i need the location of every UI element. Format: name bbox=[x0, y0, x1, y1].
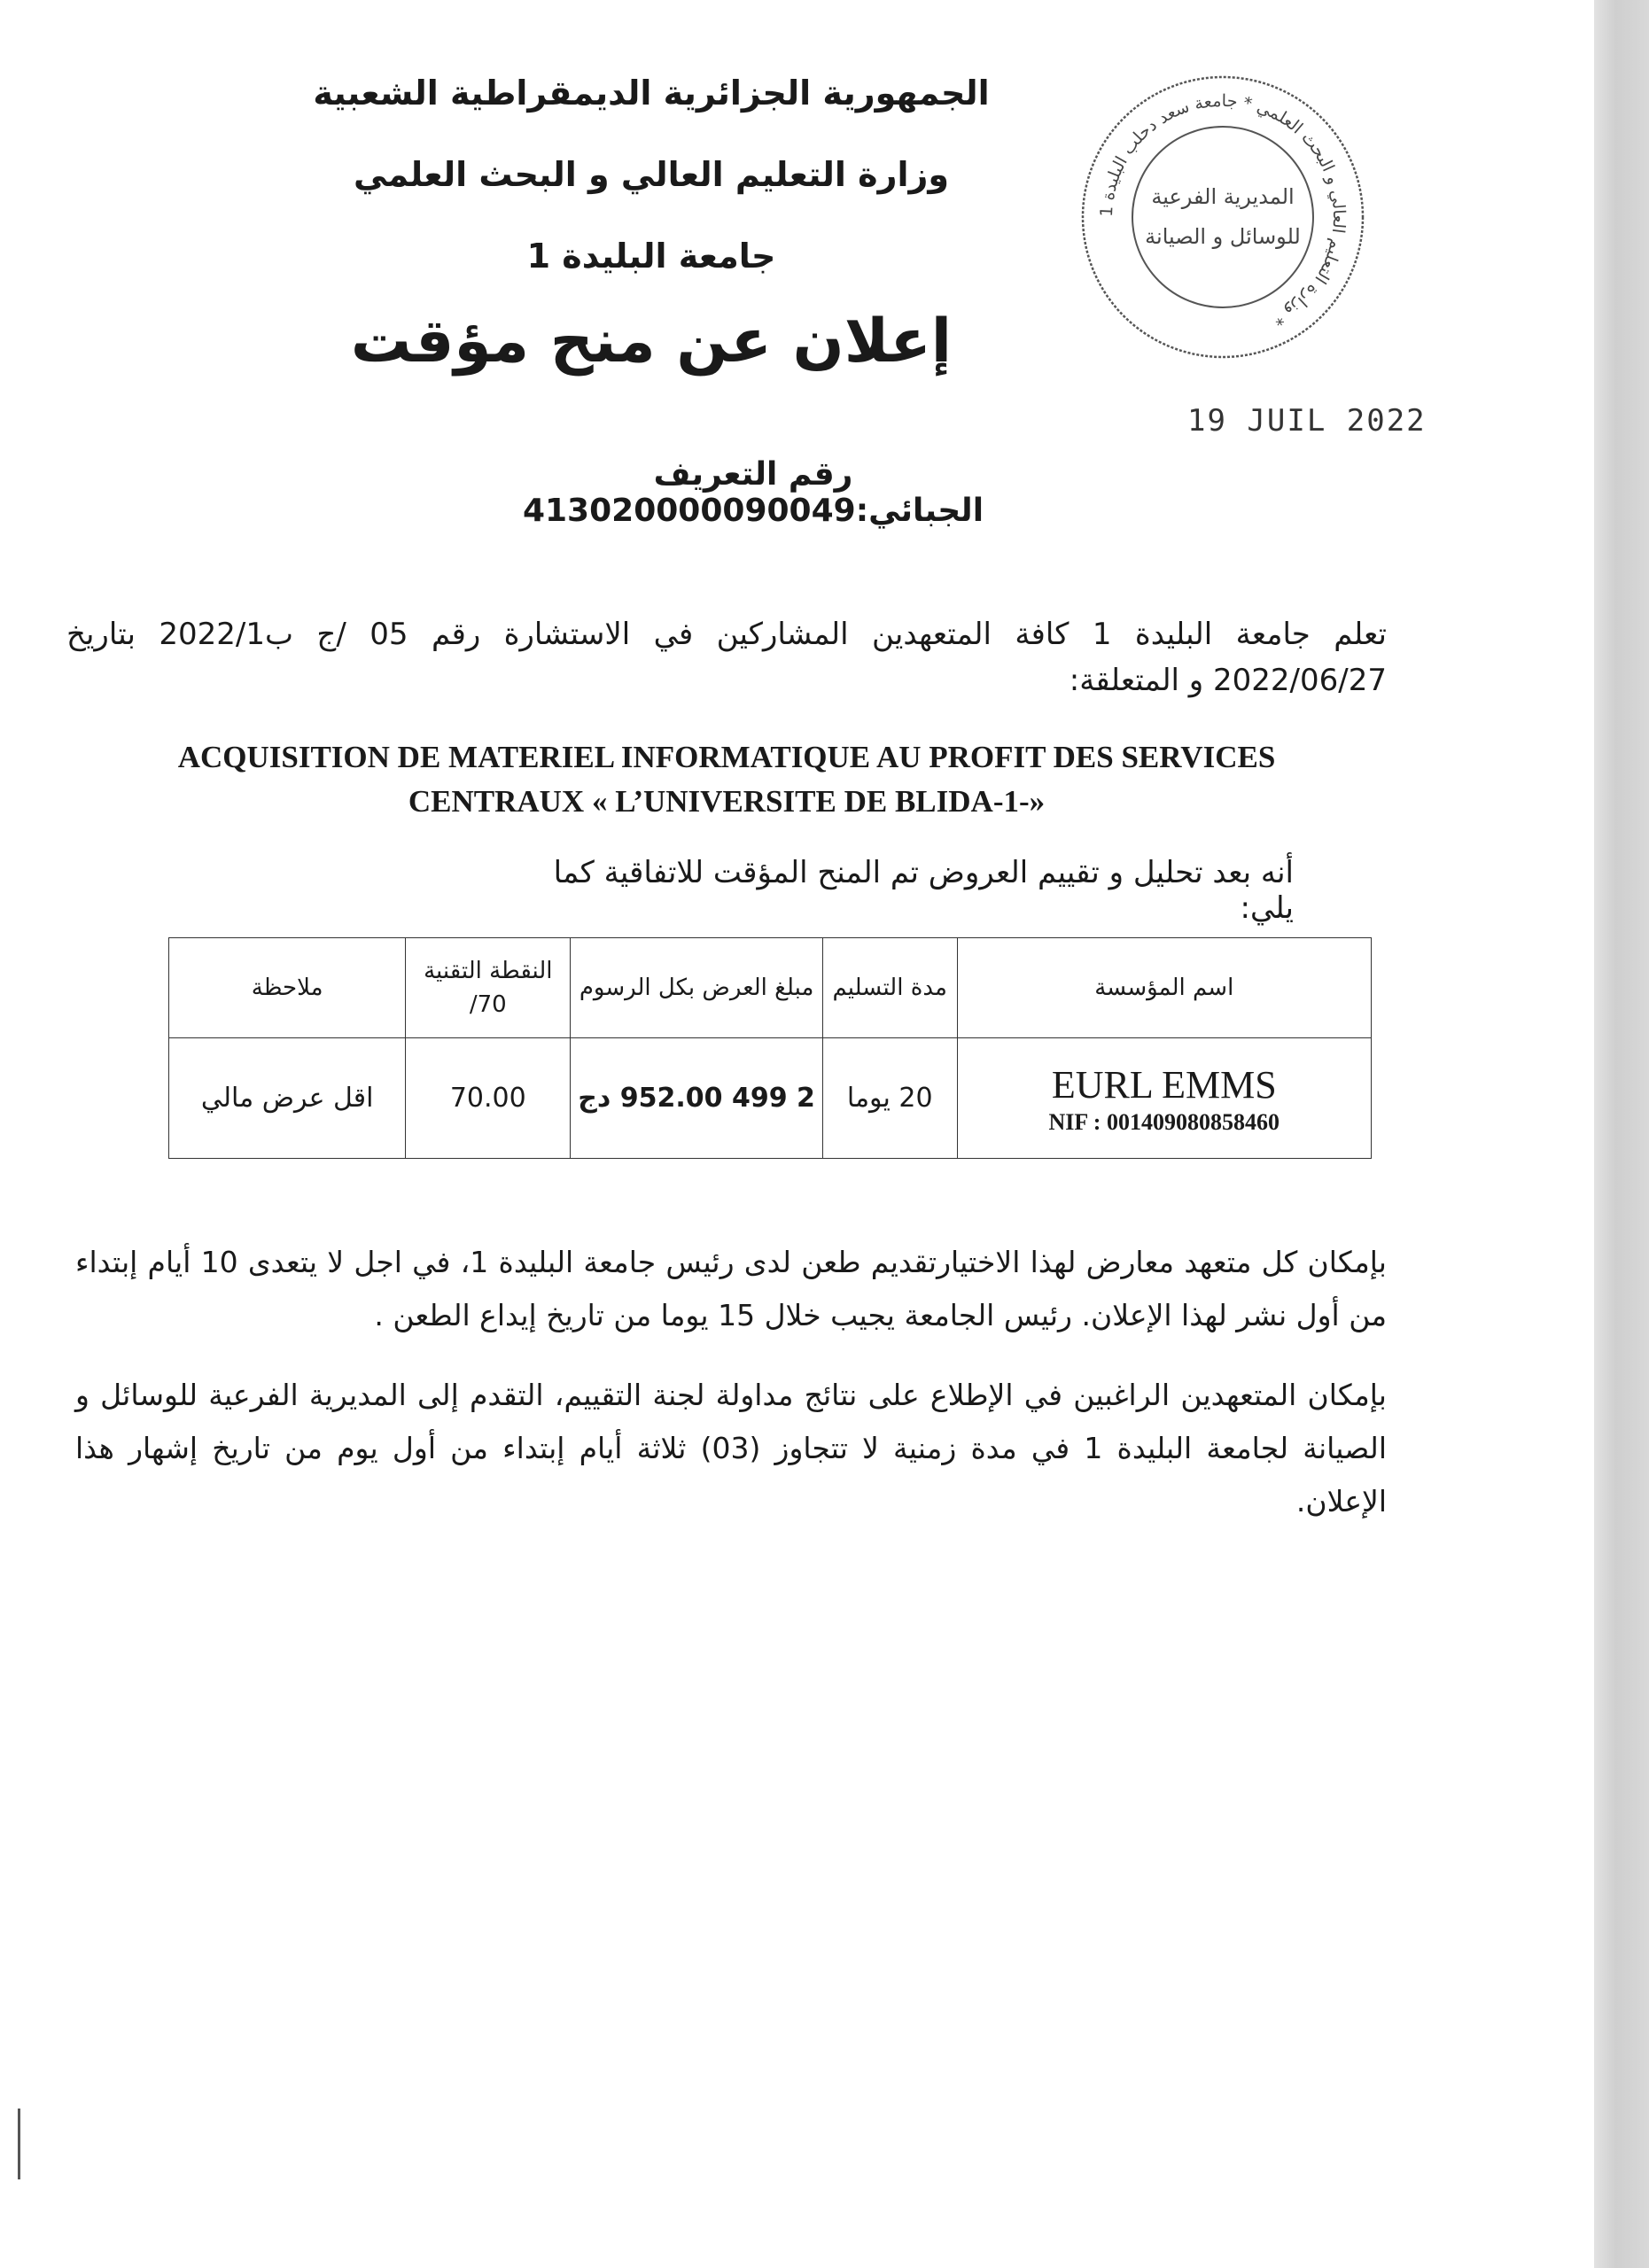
document-header bbox=[266, 71, 1037, 377]
subject-line-1: ACQUISITION DE MATERIEL INFORMATIQUE AU PROFIT DES SERVICES bbox=[177, 740, 1276, 774]
header-tech-score: النقطة التقنية 70/ bbox=[406, 938, 571, 1038]
appeal-paragraph: بإمكان كل متعهد معارض لهذا الاختيارتقديم طعن لدى رئيس جامعة البليدة 1، في اجل لا يتعدى 10 أيام إبتداء من أول نشر لهذا الإعلان. رئيس الجامعة يجيب خلال 15 يوما من تاريخ إيداع الطعن . bbox=[75, 1245, 1387, 1332]
table-header-row bbox=[169, 938, 1372, 1038]
seal-ring-text: وزارة التعليم العالي و البحث العلمي * جامعة سعد دحلب البليدة 1 * bbox=[1096, 90, 1350, 330]
announcement-title: إعلان عن منح مؤقت bbox=[350, 307, 953, 377]
company-name: EURL EMMS bbox=[1051, 1062, 1277, 1107]
cell-company bbox=[957, 1038, 1372, 1159]
subject-line-2: CENTRAUX « L’UNIVERSITE DE BLIDA-1-» bbox=[408, 784, 1046, 819]
company-nif: NIF : 001409080858460 bbox=[1048, 1108, 1280, 1135]
cell-tech-score: 70.00 bbox=[406, 1038, 571, 1159]
official-seal-icon bbox=[1077, 71, 1369, 363]
cell-duration: 20 يوما bbox=[822, 1038, 957, 1159]
results-consultation-paragraph: بإمكان المتعهدين الراغبين في الإطلاع على نتائج مداولة لجنة التقييم، التقدم إلى المديرية الفرعية للوسائل و الصيانة لجامعة البليدة 1 في مدة زمنية لا تتجاوز (03) ثلاثة أيام إبتداء من أول يوم من تاريخ إشهار هذا الإعلان. bbox=[75, 1378, 1387, 1518]
university-name: جامعة البليدة 1 bbox=[526, 237, 776, 276]
header-amount: مبلغ العرض بكل الرسوم bbox=[571, 938, 823, 1038]
consultation-subject bbox=[124, 735, 1329, 824]
header-note: ملاحظة bbox=[169, 938, 406, 1038]
evaluation-statement: أنه بعد تحليل و تقييم العروض تم المنح المؤقت للاتفاقية كما يلي: bbox=[553, 855, 1294, 926]
scan-edge-shadow bbox=[1594, 0, 1649, 2268]
header-company: اسم المؤسسة bbox=[957, 938, 1372, 1038]
header-duration: مدة التسليم bbox=[822, 938, 957, 1038]
award-table bbox=[168, 937, 1372, 1159]
date-stamp: 19 JUIL 2022 bbox=[1187, 403, 1427, 439]
table-row bbox=[169, 1038, 1372, 1159]
cell-note: اقل عرض مالي bbox=[169, 1038, 406, 1159]
seal-center-line2: للوسائل و الصيانة bbox=[1145, 224, 1301, 249]
ministry-name: وزارة التعليم العالي و البحث العلمي bbox=[354, 155, 949, 194]
seal-center-line1: المديرية الفرعية bbox=[1151, 184, 1295, 209]
scan-artifact-line bbox=[18, 2109, 20, 2179]
intro-paragraph: تعلم جامعة البليدة 1 كافة المتعهدين المشاركين في الاستشارة رقم 05 /ج ب2022/1 بتاريخ 2022/06/27 و المتعلقة: bbox=[66, 617, 1388, 698]
tax-id: رقم التعريف الجبائي:413020000090049 bbox=[522, 456, 984, 529]
cell-amount: 2 499 952.00 دج bbox=[571, 1038, 823, 1159]
republic-name: الجمهورية الجزائرية الديمقراطية الشعبية bbox=[313, 74, 990, 113]
